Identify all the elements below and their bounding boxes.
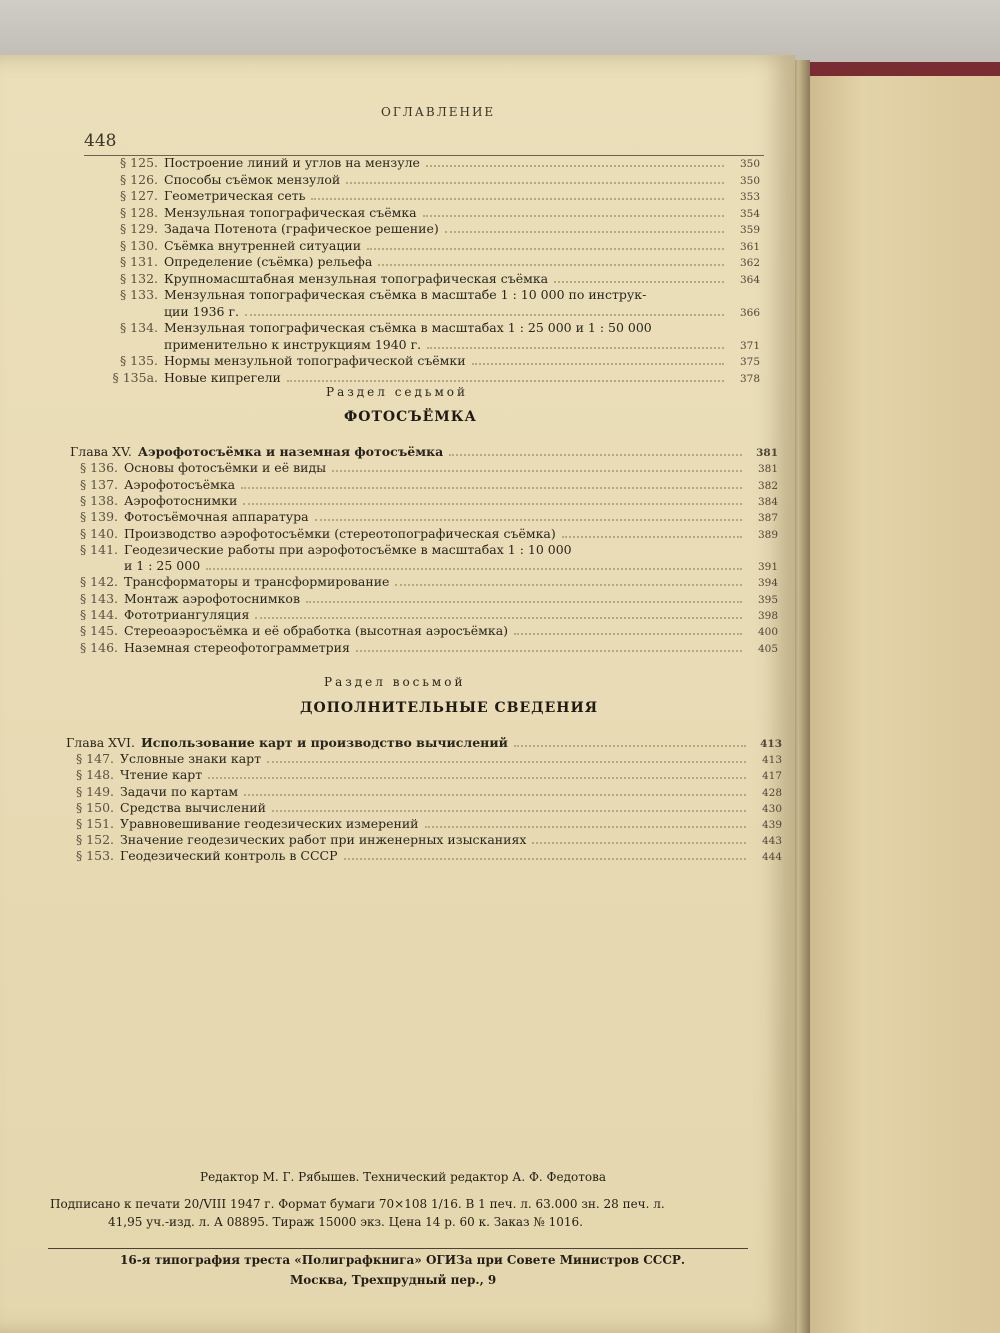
toc-entry-title: Способы съёмок мензулой — [164, 171, 341, 187]
toc-page-number: 444 — [761, 851, 782, 864]
toc-leader-dots — [332, 470, 742, 472]
toc-row — [110, 320, 760, 335]
toc-page-number: 398 — [757, 610, 778, 622]
toc-leader-dots — [244, 794, 746, 796]
toc-page-number: 381 — [757, 463, 778, 476]
imprint-editors: Редактор М. Г. Рябышев. Технический редактор А. Ф. Федотова — [200, 1170, 607, 1184]
toc-row — [70, 460, 778, 475]
toc-entry-title: Геометрическая сеть — [164, 188, 306, 203]
toc-entry-title: Производство аэрофотосъёмки (стереотопографическая съёмка) — [124, 525, 556, 541]
toc-leader-dots — [367, 248, 724, 250]
imprint-line-1: Подписано к печати 20/VIII 1947 г. Формат бумаги 70×108 1/16. В 1 печ. л. 63.000 зн. 28 печ. л. — [50, 1197, 665, 1211]
toc-section-number: § 148. — [75, 767, 114, 783]
toc-entry-continuation: и 1 : 25 000 — [124, 558, 201, 574]
toc-section-number: § 143. — [79, 590, 118, 606]
toc-row — [66, 816, 782, 831]
toc-entry-continuation: применительно к инструкциям 1940 г. — [164, 336, 422, 352]
toc-row — [110, 172, 760, 187]
toc-entry-title: Стереоаэросъёмка и её обработка (высотная аэросъёмка) — [124, 623, 509, 639]
toc-section-number: § 145. — [79, 623, 118, 639]
part-title-8: ДОПОЛНИТЕЛЬНЫЕ СВЕДЕНИЯ — [300, 700, 599, 716]
toc-page-number: 439 — [761, 819, 782, 831]
toc-section-number: § 153. — [75, 848, 114, 864]
toc-section-number: § 140. — [79, 525, 118, 541]
toc-leader-dots — [356, 650, 742, 652]
toc-row — [110, 370, 760, 385]
toc-entry-title: Фотосъёмочная аппаратура — [124, 509, 309, 525]
toc-section-number: § 132. — [119, 270, 158, 286]
toc-entry-title: Нормы мензульной топографической съёмки — [164, 353, 466, 368]
toc-leader-dots — [315, 519, 742, 521]
toc-leader-dots — [255, 617, 742, 619]
toc-row — [66, 784, 782, 799]
toc-row-continuation — [70, 558, 778, 573]
toc-entry-title: Фототриангуляция — [124, 607, 250, 622]
toc-row — [110, 188, 760, 203]
toc-row — [110, 155, 760, 170]
toc-page-number: 405 — [757, 642, 778, 655]
running-head: ОГЛАВЛЕНИЕ — [381, 105, 496, 119]
toc-leader-dots — [311, 198, 724, 200]
toc-leader-dots — [267, 761, 746, 763]
toc-page-number: 378 — [739, 372, 760, 385]
toc-leader-dots — [472, 363, 724, 365]
toc-leader-dots — [208, 777, 746, 779]
toc-section-number: § 138. — [79, 492, 118, 508]
toc-entry-title: Монтаж аэрофотоснимков — [124, 590, 300, 606]
toc-entry-title: Определение (съёмка) рельефа — [164, 254, 373, 269]
toc-entry-continuation: ции 1936 г. — [164, 303, 239, 319]
imprint-rule — [48, 1248, 748, 1249]
imprint-line-2: 41,95 уч.-изд. л. А 08895. Тираж 15000 экз. Цена 14 р. 60 к. Заказ № 1016. — [108, 1215, 583, 1229]
toc-page-number: 417 — [761, 770, 782, 783]
part-label-7: Раздел седьмой — [326, 385, 469, 399]
toc-section-number: § 128. — [119, 204, 158, 220]
toc-page-number: 413 — [760, 738, 782, 750]
toc-entry-title: Уравновешивание геодезических измерений — [120, 816, 419, 831]
toc-page-number: 353 — [739, 191, 760, 203]
toc-page-number: 366 — [739, 306, 760, 319]
toc-row — [70, 574, 778, 589]
toc-row — [70, 542, 778, 557]
toc-page-number: 359 — [739, 224, 760, 236]
toc-leader-dots — [514, 633, 742, 635]
toc-row — [70, 607, 778, 622]
toc-entry-title: Геодезический контроль в СССР — [120, 848, 338, 864]
toc-section-number: § 136. — [79, 460, 118, 476]
toc-row — [70, 477, 778, 492]
toc-row — [66, 767, 782, 782]
toc-row — [66, 848, 782, 863]
toc-section-number: § 129. — [119, 221, 158, 236]
toc-entry-title: Аэрофотосъёмка — [124, 476, 236, 492]
toc-page-number: 361 — [739, 240, 760, 253]
toc-section-number: § 152. — [75, 832, 114, 848]
toc-section-number: Глава XVI. — [66, 735, 135, 750]
toc-row — [110, 221, 760, 236]
toc-leader-dots — [378, 264, 724, 266]
toc-row-continuation — [110, 304, 760, 319]
toc-leader-dots — [272, 810, 746, 812]
part-label-8: Раздел восьмой — [324, 675, 466, 689]
toc-row — [66, 751, 782, 766]
toc-section-number: § 141. — [79, 541, 118, 557]
toc-leader-dots — [425, 826, 747, 828]
toc-page-number: 354 — [739, 207, 760, 220]
page-number: 448 — [84, 131, 117, 151]
toc-section-number: § 126. — [119, 171, 158, 187]
toc-entry-title: Построение линий и углов на мензуле — [164, 155, 420, 170]
toc-entry-title: Основы фотосъёмки и её виды — [124, 460, 327, 476]
imprint-line-3: 16-я типография треста «Полиграфкнига» ОГИЗа при Совете Министров СССР. — [120, 1253, 686, 1267]
toc-leader-dots — [206, 568, 742, 570]
toc-entry-title: Крупномасштабная мензульная топографическая съёмка — [164, 270, 549, 286]
toc-leader-dots — [395, 584, 742, 586]
toc-leader-dots — [445, 231, 724, 233]
toc-page-number: 362 — [739, 257, 760, 269]
toc-page-number: 384 — [757, 495, 778, 508]
toc-section-number: § 131. — [119, 254, 158, 269]
toc-section-number: § 142. — [79, 574, 118, 590]
toc-section-number: § 149. — [75, 783, 114, 799]
toc-page-number: 375 — [739, 356, 760, 368]
toc-section-number: § 135а. — [112, 369, 158, 385]
toc-leader-dots — [427, 347, 724, 349]
toc-page-number: 413 — [761, 754, 782, 767]
toc-page-number: 382 — [757, 479, 778, 492]
toc-row — [110, 353, 760, 368]
toc-row — [70, 493, 778, 508]
toc-entry-title: Мензульная топографическая съёмка в масштабах 1 : 25 000 и 1 : 50 000 — [164, 320, 652, 335]
toc-section-number: § 135. — [119, 353, 158, 368]
toc-row — [110, 271, 760, 286]
toc-page-number: 395 — [757, 593, 778, 606]
toc-entry-title: Геодезические работы при аэрофотосъёмке в масштабах 1 : 10 000 — [124, 541, 572, 557]
toc-leader-dots — [346, 182, 724, 184]
toc-entry-title: Чтение карт — [120, 767, 203, 783]
toc-row — [110, 254, 760, 269]
toc-leader-dots — [532, 842, 746, 844]
imprint-line-4: Москва, Трехпрудный пер., 9 — [290, 1273, 497, 1287]
toc-page-number: 389 — [757, 528, 778, 541]
toc-page-number: 364 — [739, 273, 760, 286]
toc-leader-dots — [306, 601, 742, 603]
toc-section-number: § 130. — [119, 237, 158, 253]
toc-entry-title: Мензульная топографическая съёмка в масштабе 1 : 10 000 по инструк- — [164, 287, 647, 302]
toc-leader-dots — [449, 454, 742, 456]
toc-page-number: 381 — [756, 447, 778, 459]
toc-entry-title: Задача Потенота (графическое решение) — [164, 221, 439, 236]
toc-entry-title: Использование карт и производство вычислений — [140, 735, 508, 750]
toc-entry-title: Наземная стереофотограмметрия — [124, 639, 350, 655]
toc-leader-dots — [344, 858, 747, 860]
toc-section-number: § 137. — [79, 476, 118, 492]
toc-section-number: § 127. — [119, 188, 158, 203]
cover-edge — [800, 62, 1000, 76]
toc-leader-dots — [245, 314, 724, 316]
toc-chapter-row — [66, 735, 782, 750]
toc-entry-title: Средства вычислений — [120, 799, 266, 815]
toc-page-number: 428 — [761, 786, 782, 799]
toc-page-number: 394 — [757, 577, 778, 590]
toc-chapter-row — [70, 444, 778, 459]
toc-page-number: 350 — [739, 158, 760, 170]
toc-page-number: 443 — [761, 835, 782, 848]
toc-entry-title: Новые кипрегели — [164, 369, 281, 385]
toc-row — [70, 526, 778, 541]
book-page — [0, 55, 795, 1333]
toc-leader-dots — [243, 503, 742, 505]
toc-section-number: § 144. — [79, 607, 118, 622]
toc-section-number: § 139. — [79, 509, 118, 525]
toc-leader-dots — [514, 745, 746, 747]
toc-leader-dots — [241, 487, 742, 489]
toc-entry-title: Мензульная топографическая съёмка — [164, 204, 417, 220]
toc-page-number: 391 — [757, 561, 778, 574]
toc-section-number: § 146. — [79, 639, 118, 655]
toc-section-number: § 150. — [75, 799, 114, 815]
toc-row — [70, 591, 778, 606]
toc-entry-title: Аэрофотоснимки — [124, 492, 238, 508]
toc-row — [66, 832, 782, 847]
toc-section-number: § 133. — [119, 287, 158, 302]
toc-row-continuation — [110, 337, 760, 352]
toc-section-number: § 147. — [75, 751, 114, 767]
toc-section-number: § 125. — [119, 155, 158, 170]
toc-leader-dots — [287, 380, 724, 382]
toc-entry-title: Трансформаторы и трансформирование — [124, 574, 390, 590]
book-cover — [805, 70, 1000, 1333]
toc-entry-title: Значение геодезических работ при инженерных изысканиях — [120, 832, 527, 848]
toc-row — [66, 800, 782, 815]
toc-row — [110, 205, 760, 220]
toc-leader-dots — [426, 165, 724, 167]
toc-section-number: § 134. — [119, 320, 158, 335]
toc-entry-title: Условные знаки карт — [120, 751, 262, 767]
toc-page-number: 387 — [757, 512, 778, 525]
part-title-7: ФОТОСЪЁМКА — [344, 409, 477, 425]
toc-row — [70, 509, 778, 524]
toc-row — [70, 623, 778, 638]
toc-row — [70, 640, 778, 655]
toc-page-number: 350 — [739, 174, 760, 187]
toc-page-number: 371 — [739, 339, 760, 352]
toc-entry-title: Съёмка внутренней ситуации — [164, 237, 362, 253]
toc-entry-title: Аэрофотосъёмка и наземная фотосъёмка — [137, 444, 444, 459]
toc-page-number: 400 — [757, 626, 778, 639]
toc-leader-dots — [423, 215, 724, 217]
toc-row — [110, 238, 760, 253]
toc-section-number: Глава XV. — [70, 444, 132, 459]
toc-section-number: § 151. — [75, 816, 114, 831]
toc-entry-title: Задачи по картам — [120, 783, 239, 799]
toc-page-number: 430 — [761, 802, 782, 815]
toc-row — [110, 287, 760, 302]
toc-leader-dots — [562, 536, 742, 538]
toc-leader-dots — [554, 281, 724, 283]
